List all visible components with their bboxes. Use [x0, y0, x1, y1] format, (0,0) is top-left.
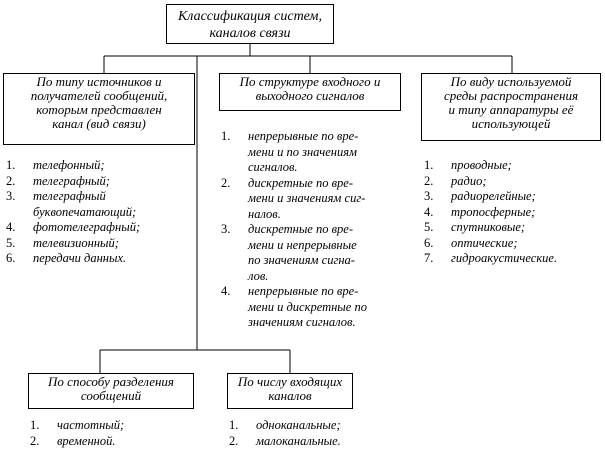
list-item — [424, 174, 557, 190]
list-item-number: 3. — [221, 222, 231, 236]
root-title-line-1: Классификация систем, — [178, 9, 322, 24]
list-item — [424, 189, 557, 205]
list-item-text: мени и значениям сиг- — [248, 191, 366, 205]
category-title-line: выходного сигналов — [255, 88, 365, 103]
list-item-text: проводные; — [451, 158, 512, 172]
list-item-number: 4. — [221, 284, 231, 298]
list-item-number: 4. — [6, 220, 16, 234]
list-item-number: 1. — [30, 418, 40, 432]
category-medium-box — [421, 73, 601, 141]
list-item-number: 6. — [424, 235, 434, 250]
list-item-text: дискретные по вре- — [248, 222, 353, 236]
root-box — [166, 4, 334, 44]
category-title-line: По виду используемой — [450, 74, 572, 89]
list-item — [6, 158, 140, 174]
list-item-number: 2. — [6, 173, 16, 188]
list-item-text: частотный; — [57, 418, 125, 432]
list-item-text: радиорелейные; — [451, 189, 536, 203]
list-item-text: малоканальные. — [256, 433, 341, 448]
list-item-number: 1. — [221, 129, 231, 143]
list-source — [6, 158, 140, 267]
category-division-box — [28, 373, 194, 409]
root-title-line-2: каналов связи — [209, 26, 291, 41]
list-item — [30, 434, 124, 450]
list-item-text: передачи данных. — [33, 251, 127, 265]
list-item-text: непрерывные по вре- — [248, 284, 359, 298]
list-item — [424, 220, 557, 236]
list-item-number: 6. — [6, 251, 16, 265]
category-title-line: канал (вид связи) — [52, 116, 146, 131]
list-item-text: мени и дискретные по — [248, 299, 367, 314]
list-item-text: дискретные по вре- — [248, 175, 353, 190]
list-item — [6, 189, 140, 220]
category-structure-box — [219, 73, 401, 111]
list-item-text: спутниковые; — [451, 220, 526, 234]
list-item — [229, 418, 341, 434]
list-medium — [424, 158, 557, 267]
list-item — [6, 174, 140, 190]
list-item-text: тропосферные; — [451, 204, 536, 219]
list-item-text: одноканальные; — [256, 418, 341, 432]
category-title-line: По типу источников и — [36, 74, 162, 89]
list-item — [424, 251, 557, 267]
list-item-number: 1. — [6, 158, 16, 172]
list-item-text: телефонный; — [33, 158, 105, 172]
list-item-text: сигналов. — [248, 160, 298, 174]
list-item — [30, 418, 124, 434]
list-item — [221, 222, 367, 284]
list-item-text: налов. — [248, 206, 281, 221]
list-item-text: значениям сигналов. — [248, 315, 356, 329]
list-item-number: 2. — [229, 433, 239, 448]
list-item — [424, 158, 557, 174]
list-item-text: непрерывные по вре- — [248, 129, 359, 143]
list-item-number: 5. — [6, 235, 16, 250]
list-inputs — [229, 418, 341, 449]
list-item — [424, 205, 557, 221]
list-item — [6, 251, 140, 267]
list-item-text: телевизионный; — [33, 235, 119, 250]
list-structure — [221, 129, 367, 331]
list-item-text: гидроакустические. — [451, 251, 558, 265]
list-item — [221, 284, 367, 331]
category-title-line: получателей сообщений, — [30, 88, 168, 103]
list-item-text: оптические; — [451, 235, 518, 250]
list-item-number: 5. — [424, 220, 434, 234]
list-item — [221, 176, 367, 223]
list-item-text: мени и по значениям — [248, 144, 358, 159]
category-title-line: По числу входящих — [237, 374, 343, 389]
list-division — [30, 418, 124, 449]
list-item-number: 1. — [229, 418, 239, 432]
list-item — [6, 220, 140, 236]
list-item-text: мени и непрерывные — [248, 237, 357, 252]
category-title-line: и типу аппаратуры её — [448, 102, 574, 117]
list-item-number: 3. — [6, 189, 16, 203]
list-item-number: 4. — [424, 204, 434, 219]
list-item — [6, 236, 140, 252]
list-item — [424, 236, 557, 252]
list-item — [221, 129, 367, 176]
category-title-line: среды распространения — [444, 88, 578, 103]
list-item-text: временной. — [57, 433, 116, 448]
list-item-text: по значениям сигна- — [248, 253, 355, 267]
list-item-number: 2. — [221, 175, 231, 190]
list-item-text: лов. — [248, 268, 269, 283]
category-title-line: По способу разделения — [48, 374, 174, 389]
list-item-text: радио; — [451, 173, 487, 188]
list-item-number: 2. — [424, 173, 434, 188]
category-title-line: использующей — [471, 116, 551, 131]
list-item-number: 1. — [424, 158, 434, 172]
category-title-line: По структуре входного и — [239, 74, 381, 89]
list-item-number: 7. — [424, 251, 434, 265]
category-source-box — [3, 73, 195, 145]
category-title-line: каналов — [268, 388, 312, 403]
list-item-text: телеграфный — [33, 189, 106, 203]
list-item-text: телеграфный; — [33, 173, 110, 188]
list-item-text: буквопечатающий; — [33, 204, 137, 219]
list-item — [229, 434, 341, 450]
category-title-line: которым представлен — [36, 102, 162, 117]
category-title-line: сообщений — [80, 388, 142, 403]
list-item-text: фототелеграфный; — [33, 220, 141, 234]
category-inputs-box — [227, 373, 353, 409]
list-item-number: 3. — [424, 189, 434, 203]
list-item-number: 2. — [30, 433, 40, 448]
